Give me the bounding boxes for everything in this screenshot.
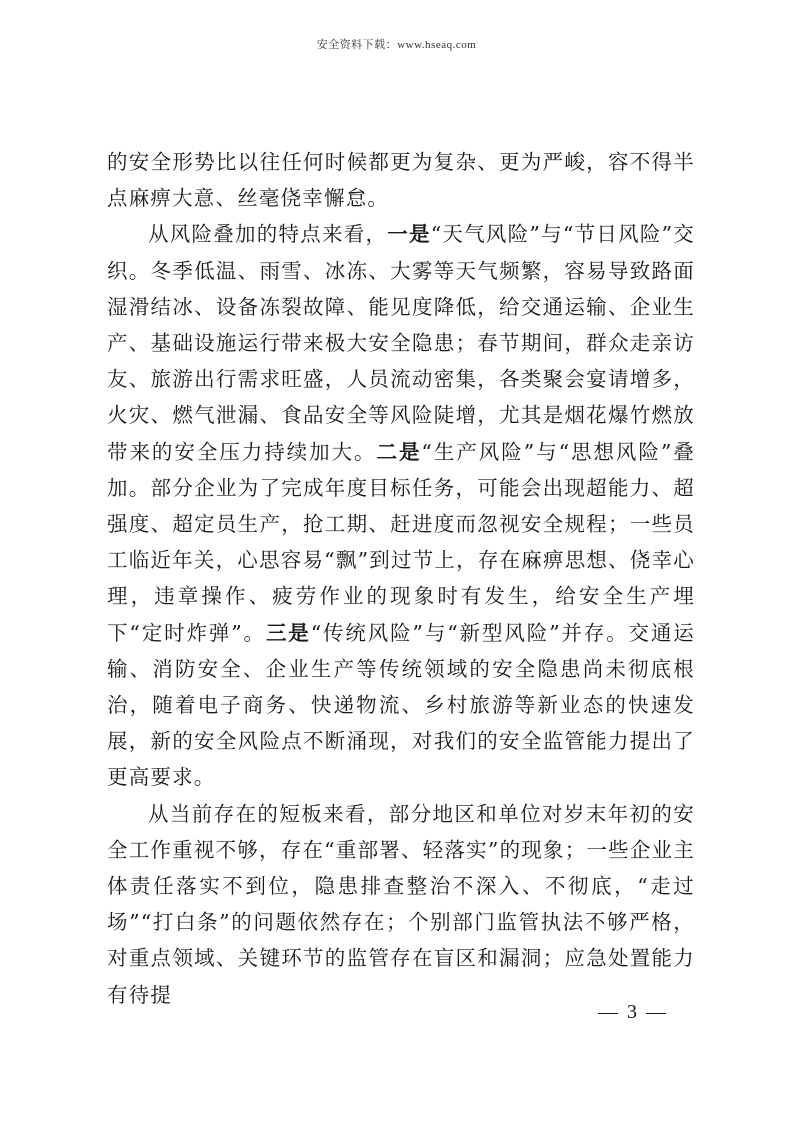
paragraph-text: 从当前存在的短板来看，部分地区和单位对岁末年初的安全工作重视不够，存在“重部署、轻落实”的现象；一些企业主体责任落实不到位，隐患排查整治不深入、不彻底，“走过场”“打白条”的问题依然存在；个别部门监管执法不够严格，对重点领域、关键环节的监管存在盲区和漏洞；应急处置能力有待提 <box>107 801 695 1007</box>
point-2-text: “生产风险”与“思想风险”叠加。部分企业为了完成年度目标任务，可能会出现超能力、超强度、超定员生产，抢工期、赶进度而忽视安全规程；一些员工临近年关，心思容易“飘”到过节上，存在麻痹思想、侥幸心理，违章操作、疲劳作业的现象时有发生，给安全生产埋下“定时炸弹”。 <box>107 439 695 645</box>
point-2-label: 二是 <box>376 439 422 464</box>
page-header <box>0 36 793 52</box>
point-3-text: “传统风险”与“新型风险”并存。交通运输、消防安全、企业生产等传统领域的安全隐患尚未彻底根治，随着电子商务、快递物流、乡村旅游等新业态的快速发展，新的安全风险点不断涌现，对我们的安全监管能力提出了更高要求。 <box>107 620 695 790</box>
paragraph-intro: 从风险叠加的特点来看， <box>148 222 388 247</box>
header-label: 安全资料下载： <box>316 38 398 51</box>
point-3-label: 三是 <box>265 620 311 645</box>
page-number: — 3 — <box>598 1001 668 1023</box>
document-body <box>107 144 695 1013</box>
paragraph-text: 的安全形势比以往任何时候都更为复杂、更为严峻，容不得半点麻痹大意、丝毫侥幸懈怠。 <box>107 150 695 211</box>
paragraph-continuation <box>107 144 695 216</box>
point-1-text: “天气风险”与“节日风险”交织。冬季低温、雨雪、冰冻、大雾等天气频繁，容易导致路面湿滑结冰、设备冻裂故障、能见度降低，给交通运输、企业生产、基础设施运行带来极大安全隐患；春节期间，群众走亲访友、旅游出行需求旺盛，人员流动密集，各类聚会宴请增多，火灾、燃气泄漏、食品安全等风险陡增，尤其是烟花爆竹燃放带来的安全压力持续加大。 <box>107 222 696 464</box>
paragraph-shortcomings <box>107 796 695 1013</box>
point-1-label: 一是 <box>387 222 431 247</box>
paragraph-risk-overlap <box>107 216 695 795</box>
header-url[interactable]: www.hseaq.com <box>397 39 477 51</box>
